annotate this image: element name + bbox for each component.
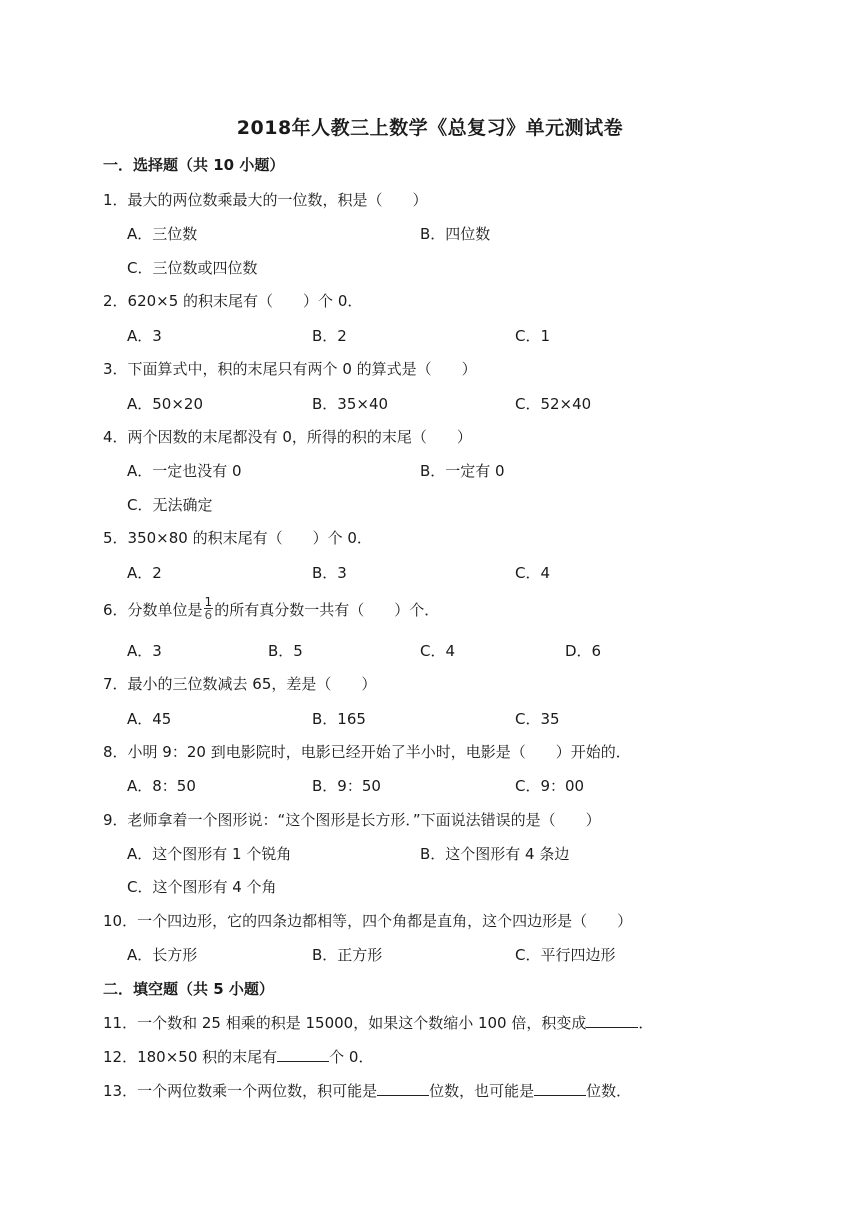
q10-option-c[interactable]: C．平行四边形: [515, 946, 616, 964]
q7-option-c[interactable]: C．35: [515, 710, 560, 728]
q6-stem-post: 的所有真分数一共有（ ）个．: [214, 601, 440, 619]
q6-option-c[interactable]: C．4: [420, 642, 456, 660]
question-4: 4．两个因数的末尾都没有 0，所得的积的末尾（ ）: [103, 428, 472, 446]
question-1: 1．最大的两位数乘最大的一位数，积是（ ）: [103, 191, 428, 209]
section-choice-heading: 一．选择题（共 10 小题）: [103, 156, 285, 174]
q1-option-b[interactable]: B．四位数: [420, 225, 491, 243]
q8-option-c[interactable]: C．9：00: [515, 777, 585, 795]
q2-option-a[interactable]: A．3: [127, 327, 162, 345]
q11-answer-blank[interactable]: [586, 1013, 638, 1028]
q6-option-b[interactable]: B．5: [268, 642, 303, 660]
q5-option-b[interactable]: B．3: [312, 564, 347, 582]
q8-option-a[interactable]: A．8：50: [127, 777, 196, 795]
q5-option-c[interactable]: C．4: [515, 564, 551, 582]
q13-answer-blank-1[interactable]: [377, 1081, 429, 1096]
question-12: [103, 1046, 373, 1067]
q4-option-b[interactable]: B．一定有 0: [420, 462, 505, 480]
q1-option-a[interactable]: A．三位数: [127, 225, 198, 243]
q3-option-c[interactable]: C．52×40: [515, 395, 592, 413]
section-fill-heading: 二．填空题（共 5 小题）: [103, 980, 274, 998]
q2-option-c[interactable]: C．1: [515, 327, 551, 345]
q9-option-c[interactable]: C．这个图形有 4 个角: [127, 878, 277, 896]
q13-text-pre: 13．一个两位数乘一个两位数，积可能是: [103, 1082, 378, 1100]
q12-text-post: 个 0．: [329, 1048, 374, 1066]
q12-text-pre: 12．180×50 积的末尾有: [103, 1048, 278, 1066]
q13-answer-blank-2[interactable]: [534, 1081, 586, 1096]
q8-option-b[interactable]: B．9：50: [312, 777, 381, 795]
fraction-denominator: 6: [204, 608, 213, 622]
q10-option-b[interactable]: B．正方形: [312, 946, 383, 964]
q11-text-post: ．: [638, 1014, 654, 1032]
question-13: [103, 1080, 631, 1101]
q5-option-a[interactable]: A．2: [127, 564, 162, 582]
q1-option-c[interactable]: C．三位数或四位数: [127, 259, 258, 277]
q6-option-d[interactable]: D．6: [565, 642, 602, 660]
exam-title: 2018年人教三上数学《总复习》单元测试卷: [236, 117, 624, 139]
q3-option-a[interactable]: A．50×20: [127, 395, 204, 413]
question-6: [103, 595, 440, 623]
q11-text-pre: 11．一个数和 25 相乘的积是 15000，如果这个数缩小 100 倍，积变成: [103, 1014, 587, 1032]
q7-option-a[interactable]: A．45: [127, 710, 172, 728]
question-11: [103, 1012, 653, 1033]
q4-option-a[interactable]: A．一定也没有 0: [127, 462, 242, 480]
q9-option-b[interactable]: B．这个图形有 4 条边: [420, 845, 570, 863]
q7-option-b[interactable]: B．165: [312, 710, 366, 728]
fraction-one-sixth: [204, 596, 214, 621]
q2-option-b[interactable]: B．2: [312, 327, 347, 345]
question-5: 5．350×80 的积末尾有（ ）个 0．: [103, 529, 372, 547]
q9-option-a[interactable]: A．这个图形有 1 个锐角: [127, 845, 292, 863]
fraction-numerator: 1: [204, 595, 213, 609]
q4-option-c[interactable]: C．无法确定: [127, 496, 213, 514]
question-7: 7．最小的三位数减去 65，差是（ ）: [103, 675, 377, 693]
q10-option-a[interactable]: A．长方形: [127, 946, 198, 964]
question-9: 9．老师拿着一个图形说：“这个图形是长方形．”下面说法错误的是（ ）: [103, 811, 601, 829]
question-8: 8．小明 9：20 到电影院时，电影已经开始了半小时，电影是（ ）开始的．: [103, 743, 631, 761]
q3-option-b[interactable]: B．35×40: [312, 395, 389, 413]
question-2: 2．620×5 的积末尾有（ ）个 0．: [103, 292, 363, 310]
question-3: 3．下面算式中，积的末尾只有两个 0 的算式是（ ）: [103, 360, 477, 378]
q13-text-mid: 位数，也可能是: [429, 1082, 535, 1100]
q13-text-post: 位数．: [586, 1082, 632, 1100]
question-10: 10．一个四边形，它的四条边都相等，四个角都是直角，这个四边形是（ ）: [103, 912, 633, 930]
q12-answer-blank[interactable]: [277, 1047, 329, 1062]
q6-option-a[interactable]: A．3: [127, 642, 162, 660]
q6-stem-pre: 6．分数单位是: [103, 601, 203, 619]
